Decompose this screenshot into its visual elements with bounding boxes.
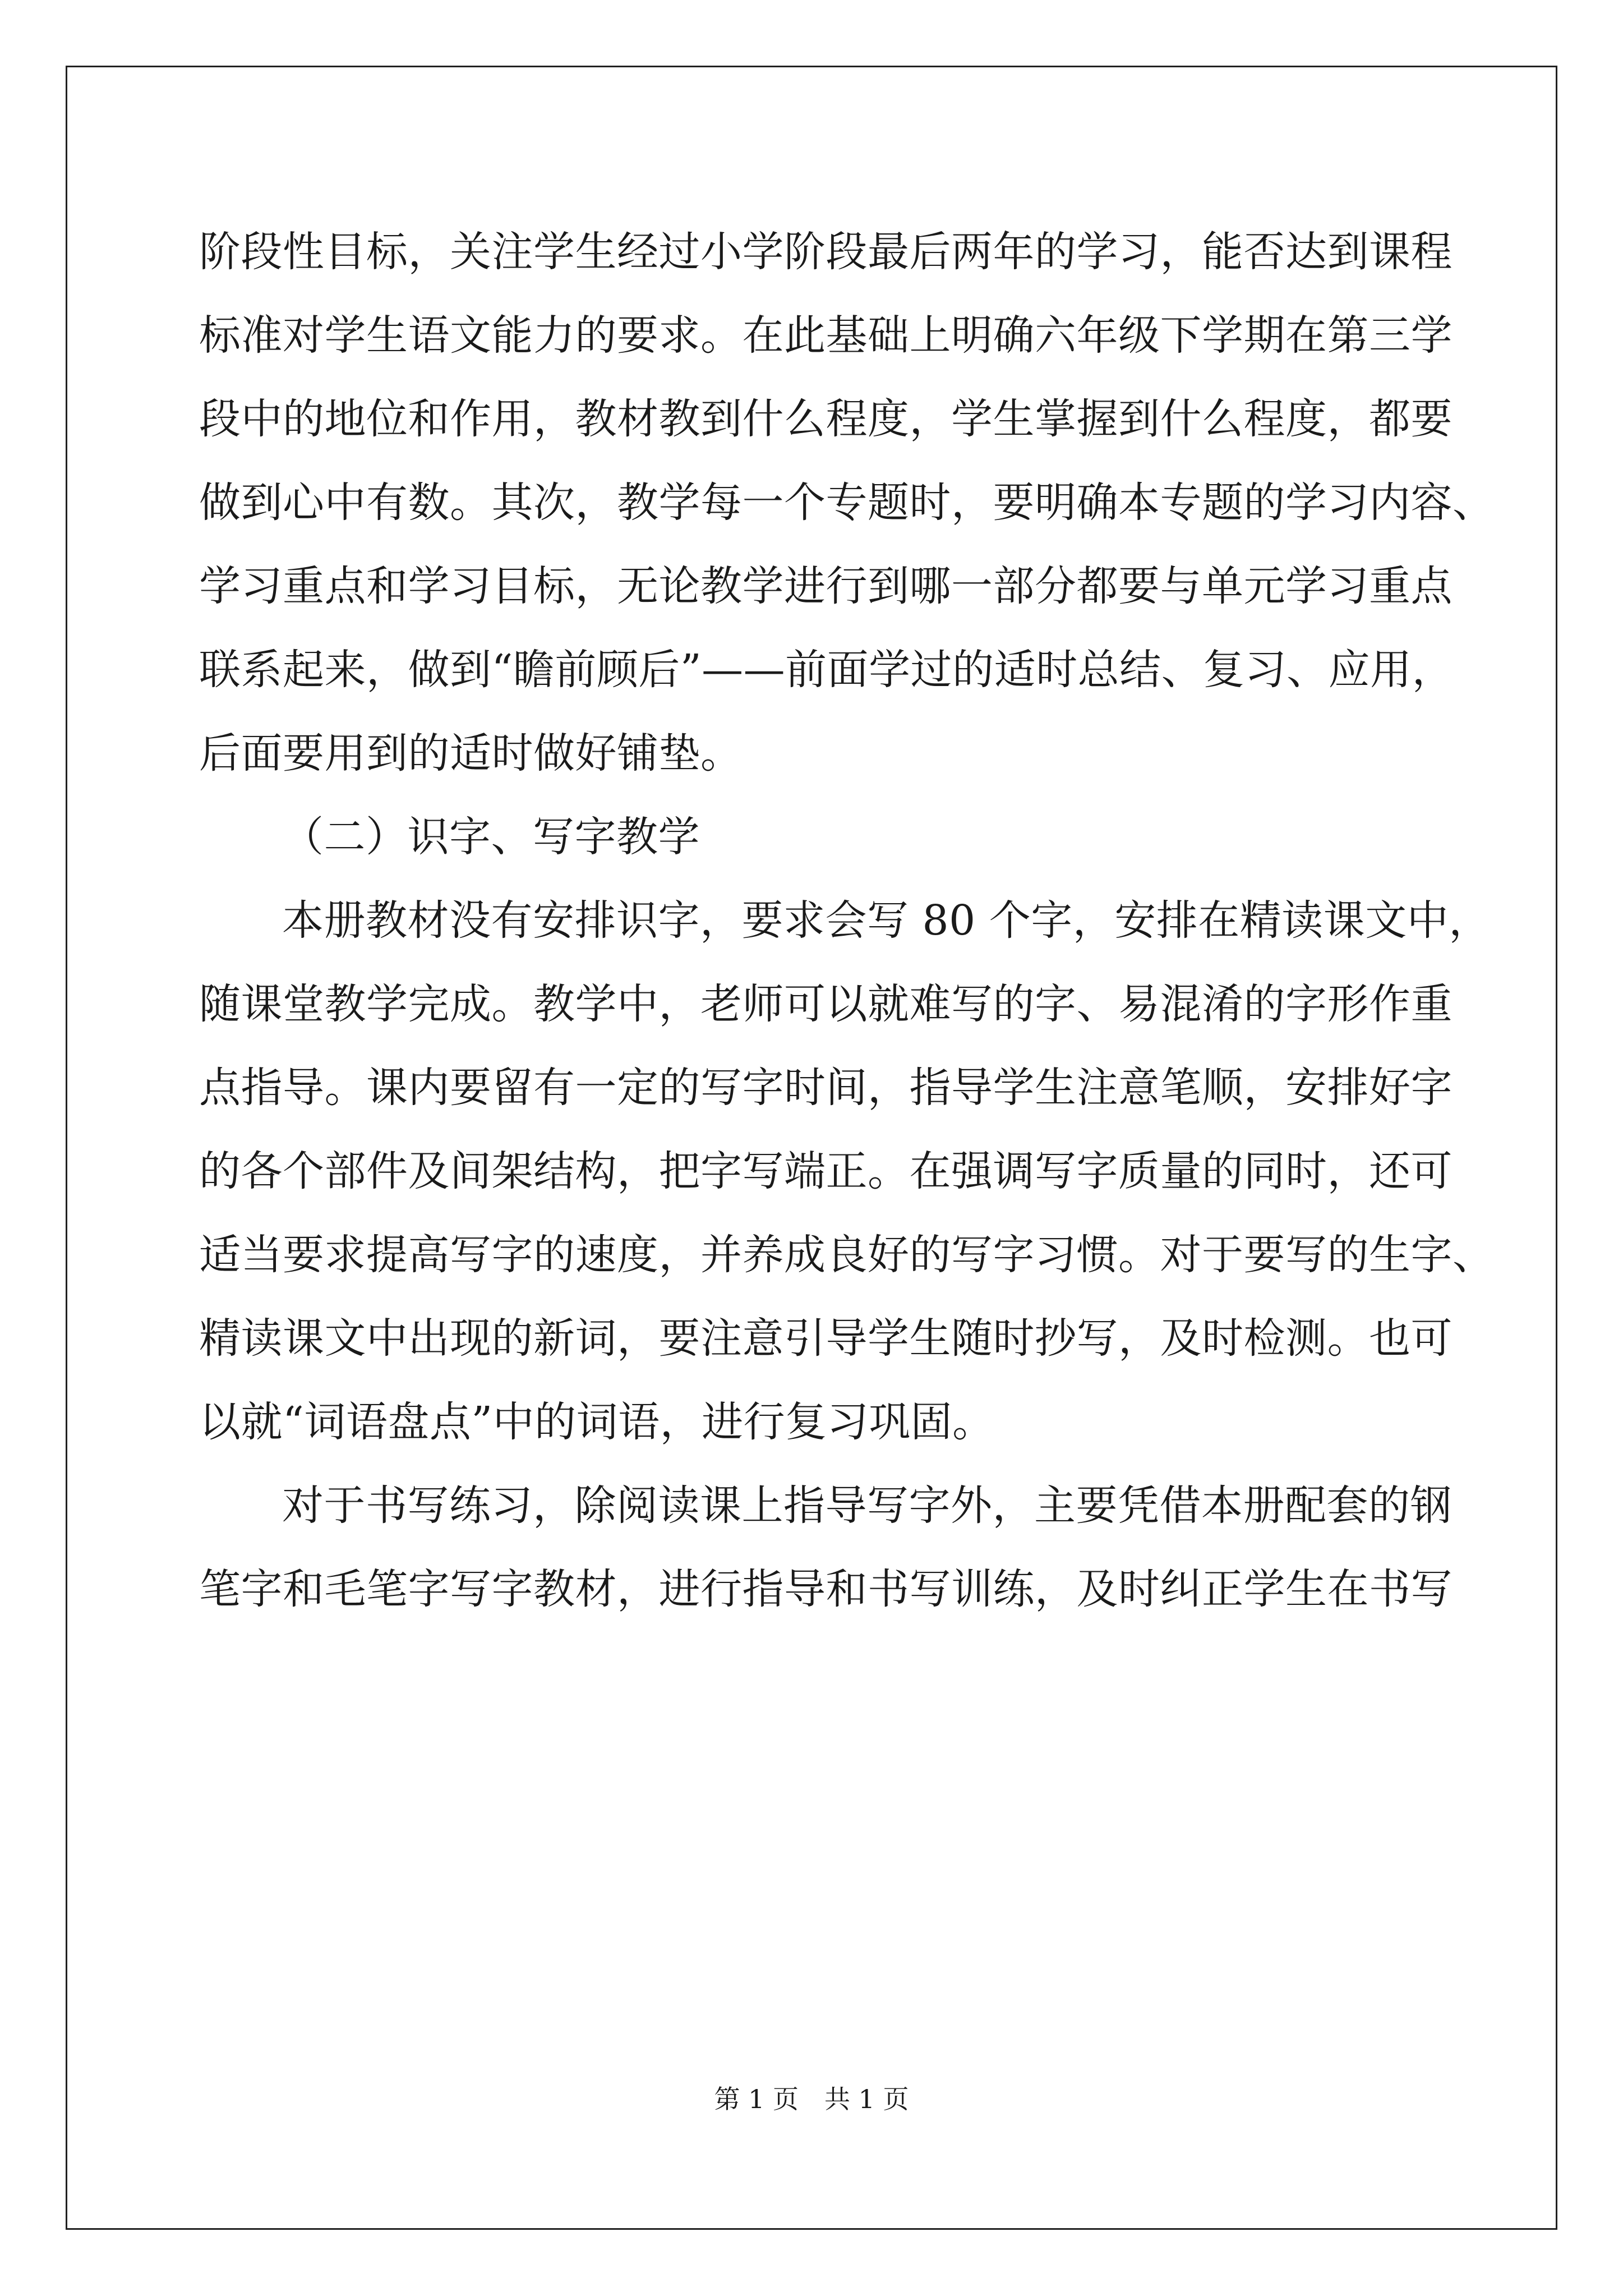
text-line-4: 做到心中有数。其次，教学每一个专题时，要明确本专题的学习内容、 [199, 478, 1495, 527]
text-line-14: 精读课文中出现的新词，要注意引导学生随时抄写，及时检测。也可 [199, 1314, 1453, 1363]
document-body [199, 210, 1495, 1631]
page-number-footer: 第 1 页 共 1 页 [714, 2084, 909, 2114]
text-line-1: 阶段性目标，关注学生经过小学阶段最后两年的学习，能否达到课程 [199, 228, 1453, 276]
text-line-15: 以就“词语盘点”中的词语，进行复习巩固。 [199, 1398, 994, 1446]
text-line-16: 对于书写练习，除阅读课上指导写字外，主要凭借本册配套的钢 [282, 1481, 1452, 1530]
text-line-13: 适当要求提高写字的速度，并养成良好的写字习惯。对于要写的生字、 [199, 1231, 1495, 1279]
text-line-11: 点指导。课内要留有一定的写字时间，指导学生注意笔顺，安排好字 [199, 1064, 1453, 1112]
section-heading: （二）识字、写字教学 [282, 813, 700, 861]
text-line-7: 后面要用到的适时做好铺垫。 [199, 729, 743, 777]
text-line-12: 的各个部件及间架结构，把字写端正。在强调写字质量的同时，还可 [199, 1147, 1453, 1195]
text-line-17: 笔字和毛笔字写字教材，进行指导和书写训练，及时纠正学生在书写 [199, 1565, 1453, 1613]
text-line-9: 本册教材没有安排识字，要求会写 80 个字，安排在精读课文中， [282, 896, 1491, 945]
text-line-3: 段中的地位和作用，教材教到什么程度，学生掌握到什么程度，都要 [199, 395, 1453, 443]
text-line-6: 联系起来，做到“瞻前顾后”——前面学过的适时总结、复习、应用， [199, 646, 1454, 694]
text-line-5: 学习重点和学习目标，无论教学进行到哪一部分都要与单元学习重点 [199, 562, 1453, 610]
text-line-2: 标准对学生语文能力的要求。在此基础上明确六年级下学期在第三学 [199, 311, 1453, 360]
text-line-10: 随课堂教学完成。教学中，老师可以就难写的字、易混淆的字形作重 [199, 980, 1453, 1028]
